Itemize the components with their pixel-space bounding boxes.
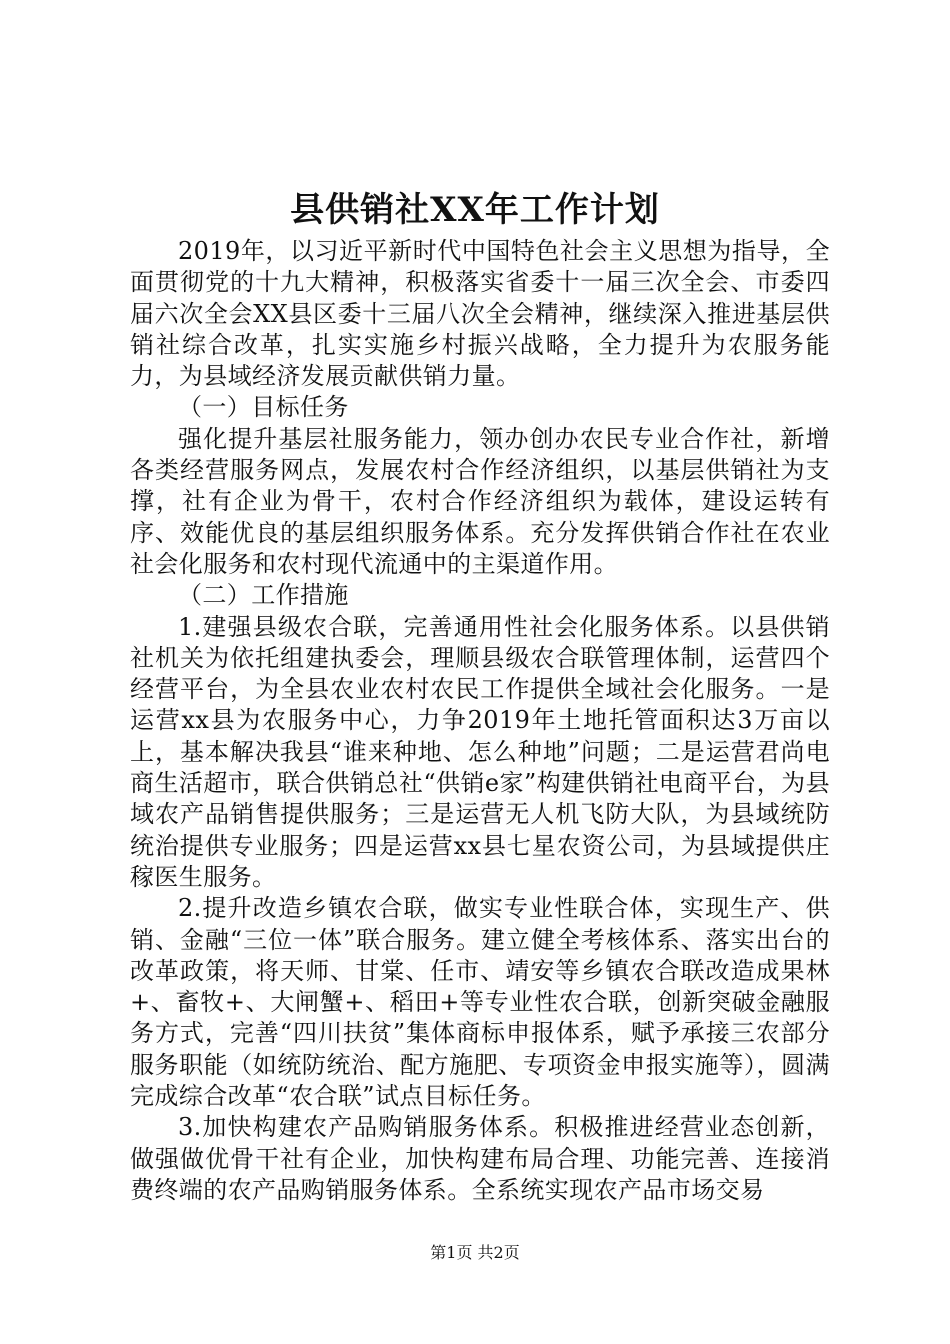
document-body — [130, 236, 830, 1206]
section-heading-measures: （二）工作措施 — [178, 581, 349, 610]
paragraph-measure-1: 1.建强县级农合联，完善通用性社会化服务体系。以县供销社机关为依托组建执委会，理顺县级农合联管理体制，运营四个经营平台，为全县农业农村农民工作提供全域社会化服务。一是运营xx县为农服务中心，力争2019年土地托管面积达3万亩以上，基本解决我县“谁来种地、怎么种地”问题；二是运营君尚电商生活超市，联合供销总社“供销e家”构建供销社电商平台，为县域农产品销售提供服务；三是运营无人机飞防大队，为县域统防统治提供专业服务；四是运营xx县七星农资公司，为县域提供庄稼医生服务。 — [130, 612, 830, 891]
paragraph-goals: 强化提升基层社服务能力，领办创办农民专业合作社，新增各类经营服务网点，发展农村合作经济组织，以基层供销社为支撑，社有企业为骨干，农村合作经济组织为载体，建设运转有序、效能优良的基层组织服务体系。充分发挥供销合作社在农业社会化服务和农村现代流通中的主渠道作用。 — [130, 424, 830, 578]
paragraph-intro: 2019年，以习近平新时代中国特色社会主义思想为指导，全面贯彻党的十九大精神，积极落实省委十一届三次全会、市委四届六次全会XX县区委十三届八次全会精神，继续深入推进基层供销社综合改革，扎实实施乡村振兴战略，全力提升为农服务能力，为县域经济发展贡献供销力量。 — [130, 237, 830, 391]
document-title: 县供销社XX年工作计划 — [290, 190, 660, 230]
page-footer: 第1页 共2页 — [430, 1243, 520, 1262]
paragraph-measure-3: 3.加快构建农产品购销服务体系。积极推进经营业态创新，做强做优骨干社有企业，加快构建布局合理、功能完善、连接消费终端的农产品购销服务体系。全系统实现农产品市场交易 — [130, 1113, 830, 1204]
section-heading-goals: （一）目标任务 — [178, 393, 349, 422]
paragraph-measure-2: 2.提升改造乡镇农合联，做实专业性联合体，实现生产、供销、金融“三位一体”联合服务。建立健全考核体系、落实出台的改革政策，将天师、甘棠、任市、靖安等乡镇农合联改造成果林+、畜牧+、大闸蟹+、稻田+等专业性农合联，创新突破金融服务方式，完善“四川扶贫”集体商标申报体系，赋予承接三农部分服务职能（如统防统治、配方施肥、专项资金申报实施等），圆满完成综合改革“农合联”试点目标任务。 — [130, 894, 830, 1111]
